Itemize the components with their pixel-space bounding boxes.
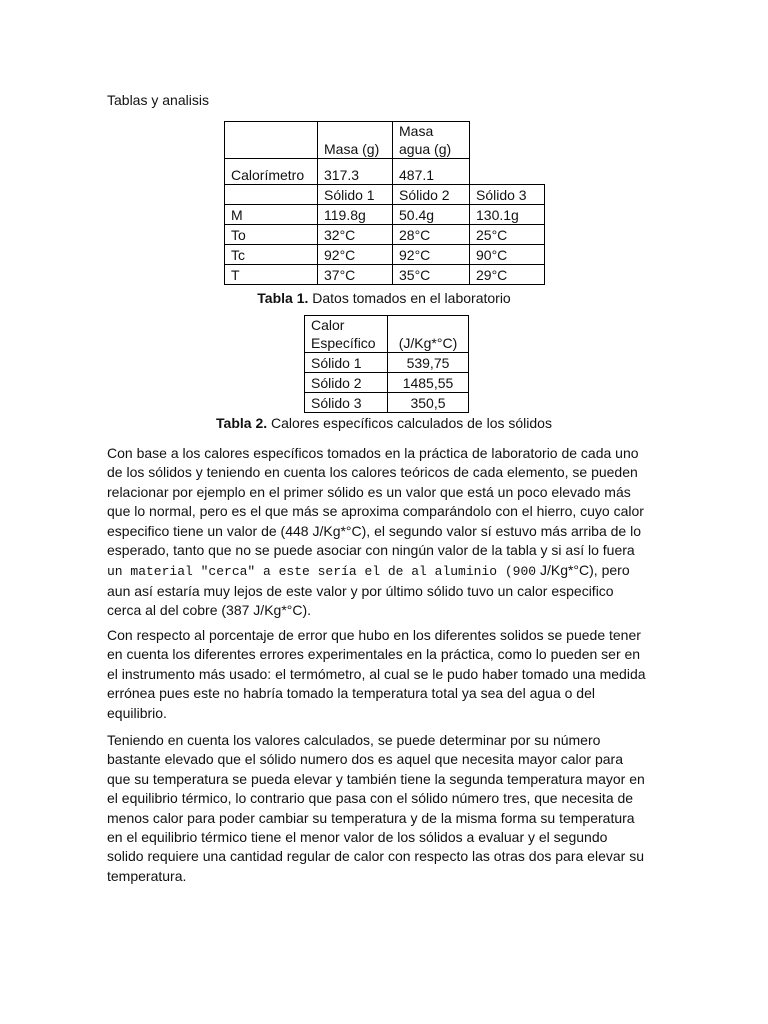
table-cell: 25°C — [470, 225, 545, 245]
table-header-cell: Sólido 3 — [470, 185, 545, 205]
table-header-row — [305, 316, 469, 353]
table-cell: 539,75 — [388, 353, 469, 373]
table-header-cell: Sólido 2 — [393, 185, 470, 205]
paragraph: Con respecto al porcentaje de error que hubo en los diferentes solidos se puede tener en cuenta los diferentes errores experimentales en la práctica, como lo pueden ser en el instrumento más usado: el termómetro, al cual se le pudo haber tomado una medida errónea pues este no habría tomado la temperatura total ya sea del agua o del equilibrio. — [107, 627, 646, 721]
table-row — [305, 373, 469, 393]
table-cell: Tc — [225, 245, 318, 265]
caption-label: Tabla 1. — [257, 290, 309, 306]
table-row — [225, 205, 545, 225]
table-empty-cell — [470, 159, 545, 185]
table-row — [305, 353, 469, 373]
caption-text: Calores específicos calculados de los sólidos — [267, 415, 552, 431]
table-header-cell: Calor Específico — [305, 316, 388, 353]
table-header-cell: Sólido 1 — [318, 185, 393, 205]
table-cell — [225, 185, 318, 205]
table-cell: Sólido 3 — [305, 393, 388, 413]
table-caption — [0, 415, 768, 431]
table-row — [225, 245, 545, 265]
table-empty-cell — [470, 122, 545, 159]
table-cell: To — [225, 225, 318, 245]
section-heading: Tablas y analisis — [107, 92, 209, 108]
table-cell: 50.4g — [393, 205, 470, 225]
table-header-cell: Masa agua (g) — [393, 122, 470, 159]
table-row — [225, 185, 545, 205]
paragraph — [107, 444, 647, 621]
table-cell: 90°C — [470, 245, 545, 265]
table-cell: 487.1 — [393, 159, 470, 185]
table-cell: 35°C — [393, 265, 470, 285]
table-cell: 37°C — [318, 265, 393, 285]
paragraph: Teniendo en cuenta los valores calculados, se puede determinar por su número bastante elevado que el sólido numero dos es aquel que necesita mayor calor para que su temperatura se pueda elevar y también tiene la segunda temperatura mayor en el equilibrio térmico, lo contrario que pasa con el sólido número tres, que necesita de menos calor para poder cambiar su temperatura y de la misma forma su temperatura en el equilibrio térmico tiene el menor valor de los sólidos a evaluar y el segundo solido requiere una cantidad regular de calor con respecto las otras dos para elevar su temperatura. — [107, 732, 645, 884]
table-specific-heat — [304, 315, 469, 413]
table-lab-data — [224, 121, 545, 285]
table-cell: Sólido 2 — [305, 373, 388, 393]
table-cell: 119.8g — [318, 205, 393, 225]
table-cell: 29°C — [470, 265, 545, 285]
table-caption — [0, 290, 768, 306]
table-cell: M — [225, 205, 318, 225]
table-cell: 1485,55 — [388, 373, 469, 393]
table-row — [225, 265, 545, 285]
table-cell: 92°C — [393, 245, 470, 265]
table-row — [225, 225, 545, 245]
table-row — [225, 159, 545, 185]
paragraph-text: un material "cerca" a este sería el de al aluminio (900 — [107, 564, 537, 580]
paragraph-text: J/Kg*°C), pero aun así estaría muy lejos de este valor y por último sólido tuvo un calor especifico cerca al del cobre (387 J/Kg*°C). — [107, 562, 630, 619]
table-header-cell: (J/Kg*°C) — [388, 316, 469, 353]
table-cell: 130.1g — [470, 205, 545, 225]
table-header-cell: Masa (g) — [318, 122, 393, 159]
table-cell: T — [225, 265, 318, 285]
table-cell: 28°C — [393, 225, 470, 245]
table-cell: Sólido 1 — [305, 353, 388, 373]
table-cell: 350,5 — [388, 393, 469, 413]
paragraph-text: Con base a los calores específicos tomados en la práctica de laboratorio de cada uno de los sólidos y teniendo en cuenta los calores teóricos de cada elemento, se pueden relacionar por ejemplo en el primer sólido es un valor que está un poco elevado más que lo normal, pero es el que más se aproxima comparándolo con el hierro, cuyo calor especifico tiene un valor de (448 J/Kg*°C), el segundo valor sí estuvo más arriba de lo esperado, tanto que no se puede asociar con ningún valor de la tabla y si así lo fuera — [107, 445, 644, 559]
table-header-row — [225, 122, 545, 159]
table-cell: 317.3 — [318, 159, 393, 185]
caption-text: Datos tomados en el laboratorio — [308, 290, 511, 306]
table-cell — [225, 122, 318, 159]
table-row — [305, 393, 469, 413]
table-cell: Calorímetro — [225, 159, 318, 185]
caption-label: Tabla 2. — [216, 415, 268, 431]
table-cell: 92°C — [318, 245, 393, 265]
table-cell: 32°C — [318, 225, 393, 245]
